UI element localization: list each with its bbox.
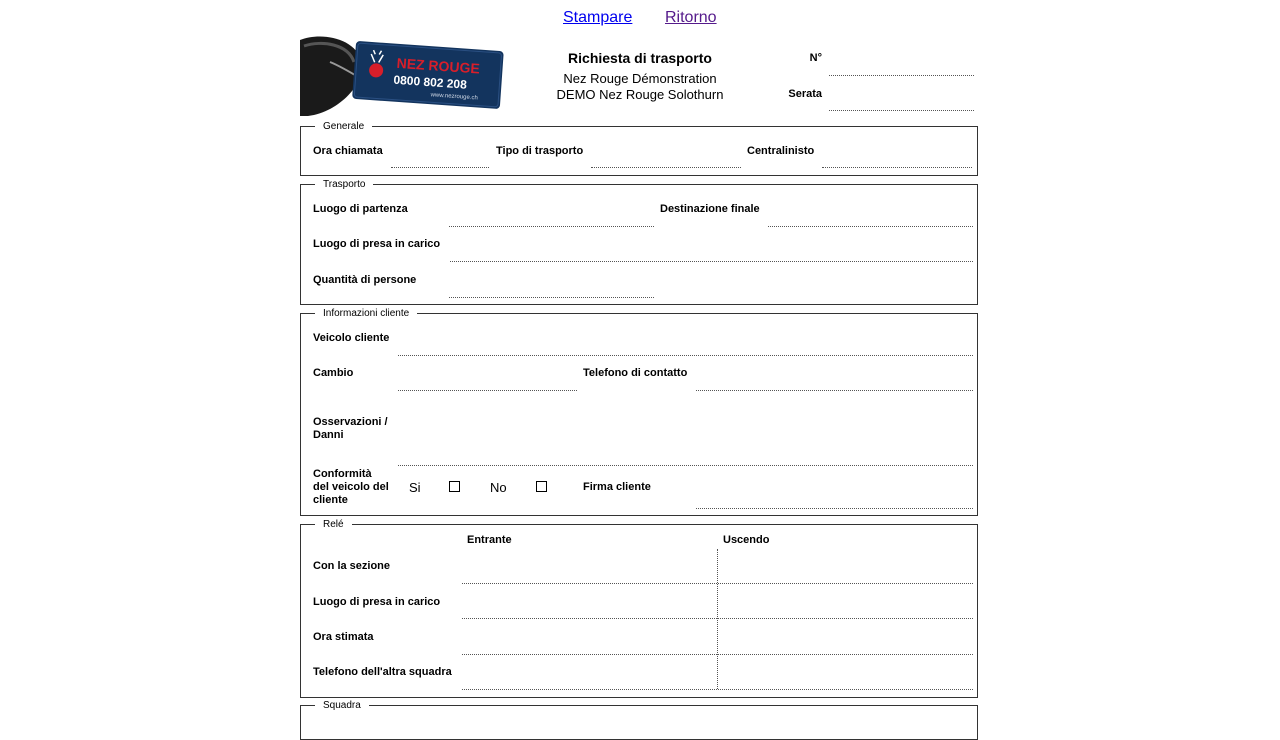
- legend-cliente: Informazioni cliente: [323, 308, 410, 319]
- logo-phone: 0800 802 208: [393, 72, 468, 92]
- destination-field[interactable]: [768, 226, 973, 227]
- operator-label: Centralinisto: [747, 145, 815, 157]
- rele-outgoing-field[interactable]: [718, 689, 973, 690]
- rele-outgoing-field[interactable]: [718, 654, 973, 655]
- rele-incoming-field[interactable]: [462, 689, 717, 690]
- gearbox-label: Cambio: [313, 367, 354, 379]
- rele-incoming-field[interactable]: [462, 618, 717, 619]
- conformity-label-2: del veicolo del: [313, 481, 389, 493]
- operator-field[interactable]: [822, 167, 972, 168]
- top-links-back: [665, 9, 717, 27]
- rele-row-label: Telefono dell'altra squadra: [313, 666, 452, 678]
- logo-url: www.nezrouge.ch: [430, 92, 478, 102]
- rele-column-divider: [717, 549, 718, 689]
- gearbox-field[interactable]: [398, 390, 577, 391]
- rele-outgoing-field[interactable]: [718, 618, 973, 619]
- pickup-label: Luogo di presa in carico: [313, 238, 441, 250]
- persons-label: Quantità di persone: [313, 274, 417, 286]
- evening-label: Serata: [788, 88, 822, 100]
- incoming-header: Entrante: [467, 534, 512, 546]
- signature-label: Firma cliente: [583, 481, 651, 493]
- notes-label-2: Danni: [313, 429, 344, 441]
- conformity-label-1: Conformità: [313, 468, 372, 480]
- call-time-label: Ora chiamata: [313, 145, 383, 157]
- rele-row-label: Con la sezione: [313, 560, 391, 572]
- yes-checkbox[interactable]: [449, 481, 460, 492]
- legend-squadra: Squadra: [323, 700, 361, 711]
- rele-row-label: Luogo di presa in carico: [313, 596, 441, 608]
- section-name: DEMO Nez Rouge Solothurn: [556, 87, 724, 102]
- evening-field[interactable]: [829, 110, 974, 111]
- signature-field[interactable]: [696, 508, 973, 509]
- conformity-label-3: cliente: [313, 494, 348, 506]
- vehicle-label: Veicolo cliente: [313, 332, 390, 344]
- departure-field[interactable]: [449, 226, 654, 227]
- vehicle-field[interactable]: [398, 355, 973, 356]
- destination-label: Destinazione finale: [660, 203, 760, 215]
- logo-brand: NEZ ROUGE: [396, 54, 481, 77]
- transport-type-label: Tipo di trasporto: [496, 145, 584, 157]
- notes-field[interactable]: [398, 465, 973, 466]
- persons-field[interactable]: [449, 297, 654, 298]
- departure-label: Luogo di partenza: [313, 203, 408, 215]
- notes-label-1: Osservazioni /: [313, 416, 388, 428]
- top-links: [563, 9, 632, 27]
- number-label: N°: [809, 52, 822, 64]
- rele-row-label: Ora stimata: [313, 631, 374, 643]
- org-name: Nez Rouge Démonstration: [563, 71, 717, 86]
- legend-rele: Relé: [323, 519, 344, 530]
- number-field[interactable]: [829, 75, 974, 76]
- contact-phone-label: Telefono di contatto: [583, 367, 688, 379]
- nez-rouge-logo: [300, 32, 510, 120]
- back-link[interactable]: Ritorno: [665, 9, 717, 26]
- page-title: Richiesta di trasporto: [568, 50, 712, 66]
- transport-type-field[interactable]: [591, 167, 741, 168]
- outgoing-header: Uscendo: [723, 534, 770, 546]
- yes-label: Si: [409, 480, 421, 495]
- rele-incoming-field[interactable]: [462, 654, 717, 655]
- pickup-field[interactable]: [450, 261, 973, 262]
- no-label: No: [490, 480, 507, 495]
- no-checkbox[interactable]: [536, 481, 547, 492]
- call-time-field[interactable]: [391, 167, 489, 168]
- contact-phone-field[interactable]: [696, 390, 973, 391]
- legend-trasporto: Trasporto: [323, 179, 366, 190]
- print-link[interactable]: Stampare: [563, 9, 633, 26]
- rele-incoming-field[interactable]: [462, 583, 717, 584]
- section-squadra: [300, 700, 978, 740]
- rele-outgoing-field[interactable]: [718, 583, 973, 584]
- legend-generale: Generale: [323, 121, 365, 132]
